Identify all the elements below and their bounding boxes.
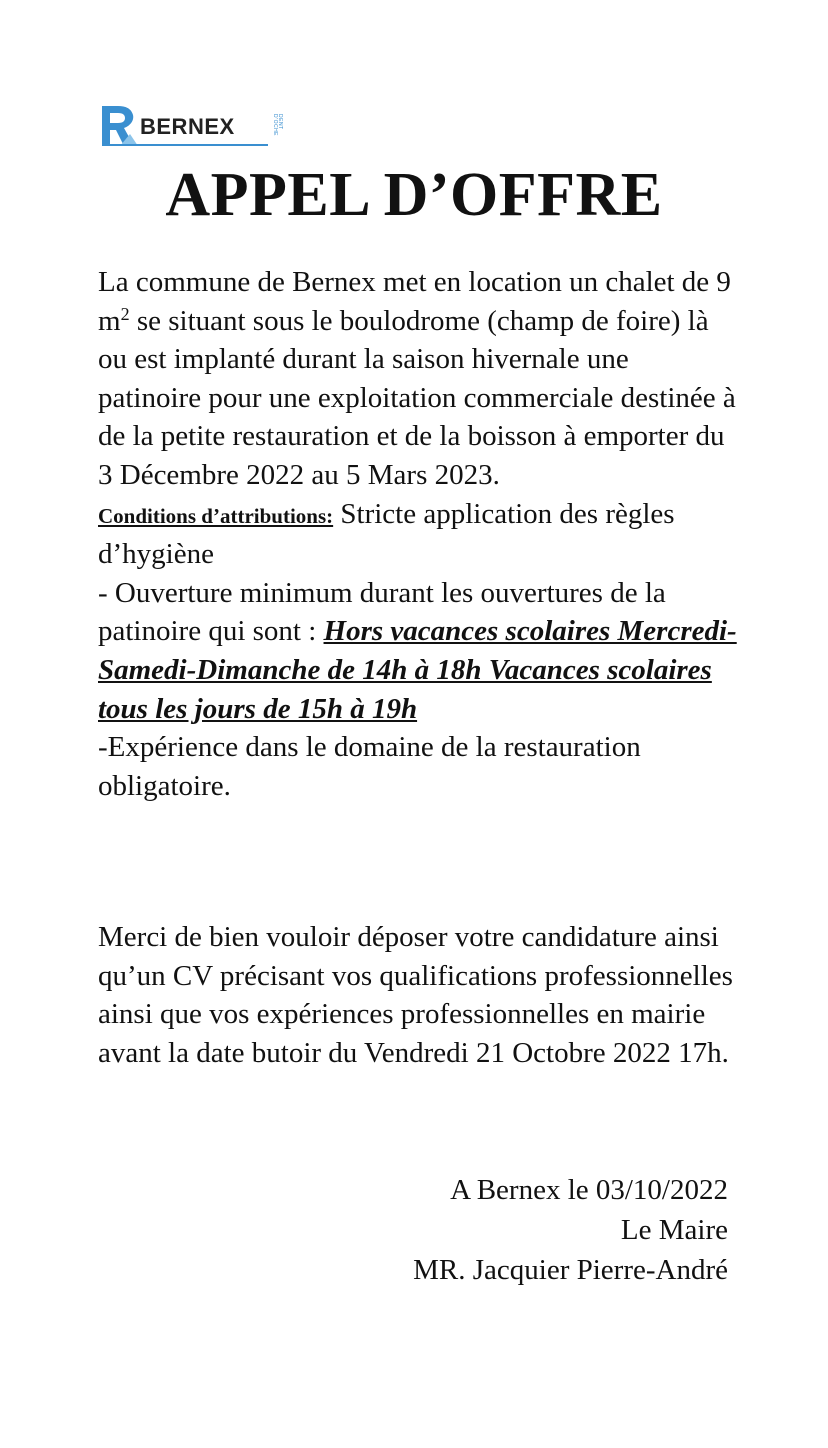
intro-text-end: se situant sous le boulodrome (champ de foire) là ou est implanté durant la saison hivernale une patinoire pour une exploitation commerciale destinée à de la petite restauration et de la boisson à emporter du 3 Décembre 2022 au 5 Mars 2023. — [98, 304, 736, 491]
mountain-logo-icon — [100, 102, 144, 150]
signature-name: MR. Jacquier Pierre-André — [413, 1254, 728, 1286]
opening-hours: Hors vacances scolaires Mercredi-Samedi-Dimanche de 14h à 18h Vacances scolaires tous les jours de 15h à 19h — [98, 615, 737, 725]
conditions-paragraph — [98, 495, 738, 574]
signature-place-date: A Bernex le 03/10/2022 — [450, 1174, 728, 1206]
logo-wordmark: BERNEX — [140, 114, 235, 139]
notice-body — [98, 263, 738, 805]
intro-superscript: 2 — [120, 303, 130, 324]
opening-paragraph — [98, 574, 738, 728]
logo-subtitle: DENT D'OCHE — [272, 114, 283, 137]
page-title: APPEL D’OFFRE — [165, 161, 663, 229]
signature-role: Le Maire — [620, 1214, 728, 1246]
logo-underline — [102, 144, 268, 146]
intro-paragraph — [98, 263, 738, 495]
conditions-hygiene: Stricte application des règles d’hygiène — [98, 497, 675, 571]
signature-block — [413, 1170, 728, 1290]
experience-paragraph: -Expérience dans le domaine de la restauration obligatoire. — [98, 731, 641, 802]
opening-prefix: - Ouverture minimum durant les ouvertures de la patinoire qui sont : — [98, 576, 666, 648]
application-paragraph: Merci de bien vouloir déposer votre candidature ainsi qu’un CV précisant vos qualifications professionnelles ainsi que vos expériences professionnelles en mairie avant la date butoir du Vendredi 21 Octobre 2022 17h. — [98, 921, 733, 1069]
intro-text-start: La commune de Bernex met en location un chalet de 9 m — [98, 266, 731, 337]
conditions-label: Conditions d’attributions: — [98, 503, 334, 528]
bernex-logo — [100, 100, 283, 150]
